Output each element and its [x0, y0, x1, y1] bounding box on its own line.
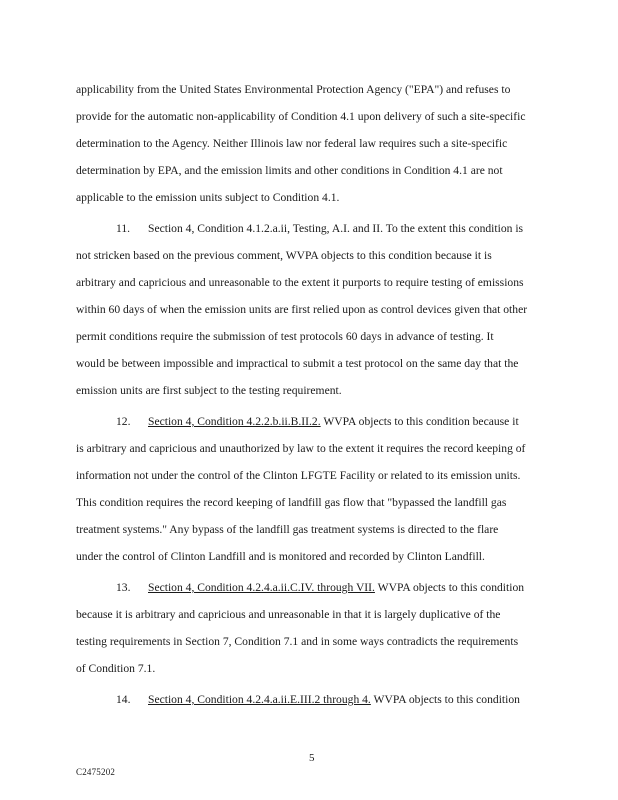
- paragraph-heading: Section 4, Condition 4.2.4.a.ii.E.III.2 through 4.: [148, 693, 371, 706]
- paragraph-heading: Section 4, Condition 4.2.2.b.ii.B.II.2.: [148, 415, 321, 428]
- text-line: is arbitrary and capricious and unauthorized by law to the extent it requires the record keeping of: [76, 442, 526, 455]
- text-line: treatment systems." Any bypass of the landfill gas treatment systems is directed to the flare: [76, 523, 499, 536]
- text-line: applicability from the United States Environmental Protection Agency ("EPA") and refuses to: [76, 83, 511, 96]
- paragraph-heading: Section 4, Condition 4.2.4.a.ii.C.IV. through VII.: [148, 581, 375, 594]
- paragraph-heading: Section 4, Condition 4.1.2.a.ii, Testing, A.I. and II.: [148, 222, 384, 235]
- text-line: applicable to the emission units subject to Condition 4.1.: [76, 191, 340, 204]
- text-line: within 60 days of when the emission units are first relied upon as control devices given that other: [76, 303, 528, 316]
- paragraph-number: 12.: [116, 415, 131, 428]
- paragraph-14-first-line: [76, 693, 520, 707]
- paragraph-number: 11.: [116, 222, 131, 235]
- paragraph-13-first-line: [76, 581, 524, 595]
- text-line: testing requirements in Section 7, Condition 7.1 and in some ways contradicts the requirements: [76, 635, 519, 648]
- text-line: of Condition 7.1.: [76, 662, 156, 675]
- page-number: 5: [309, 752, 315, 764]
- text-line: This condition requires the record keeping of landfill gas flow that "bypassed the landfill gas: [76, 496, 507, 509]
- text-line: permit conditions require the submission of test protocols 60 days in advance of testing. It: [76, 330, 494, 343]
- text-line: under the control of Clinton Landfill and is monitored and recorded by Clinton Landfill.: [76, 550, 485, 563]
- text-line: arbitrary and capricious and unreasonable to the extent it purports to require testing of emissions: [76, 276, 524, 289]
- text-line: not stricken based on the previous comment, WVPA objects to this condition because it is: [76, 249, 492, 262]
- text-line: information not under the control of the Clinton LFGTE Facility or related to its emission units.: [76, 469, 521, 482]
- text-line: determination by EPA, and the emission limits and other conditions in Condition 4.1 are not: [76, 164, 503, 177]
- paragraph-number: 14.: [116, 693, 131, 706]
- text-line: determination to the Agency. Neither Illinois law nor federal law requires such a site-specific: [76, 137, 508, 150]
- text-line: emission units are first subject to the testing requirement.: [76, 384, 342, 397]
- paragraph-12-first-line: [76, 415, 519, 429]
- document-id: C2475202: [76, 767, 116, 777]
- text-span: To the extent this condition is: [383, 222, 524, 235]
- text-span: WVPA objects to this condition because it: [320, 415, 519, 428]
- text-line: provide for the automatic non-applicability of Condition 4.1 upon delivery of such a site-specific: [76, 110, 526, 123]
- text-line: would be between impossible and impractical to submit a test protocol on the same day that the: [76, 357, 519, 370]
- text-span: WVPA objects to this condition: [370, 693, 520, 706]
- paragraph-11-first-line: [76, 222, 523, 236]
- text-span: WVPA objects to this condition: [374, 581, 525, 594]
- paragraph-number: 13.: [116, 581, 131, 594]
- text-line: because it is arbitrary and capricious and unreasonable in that it is largely duplicative of the: [76, 608, 501, 621]
